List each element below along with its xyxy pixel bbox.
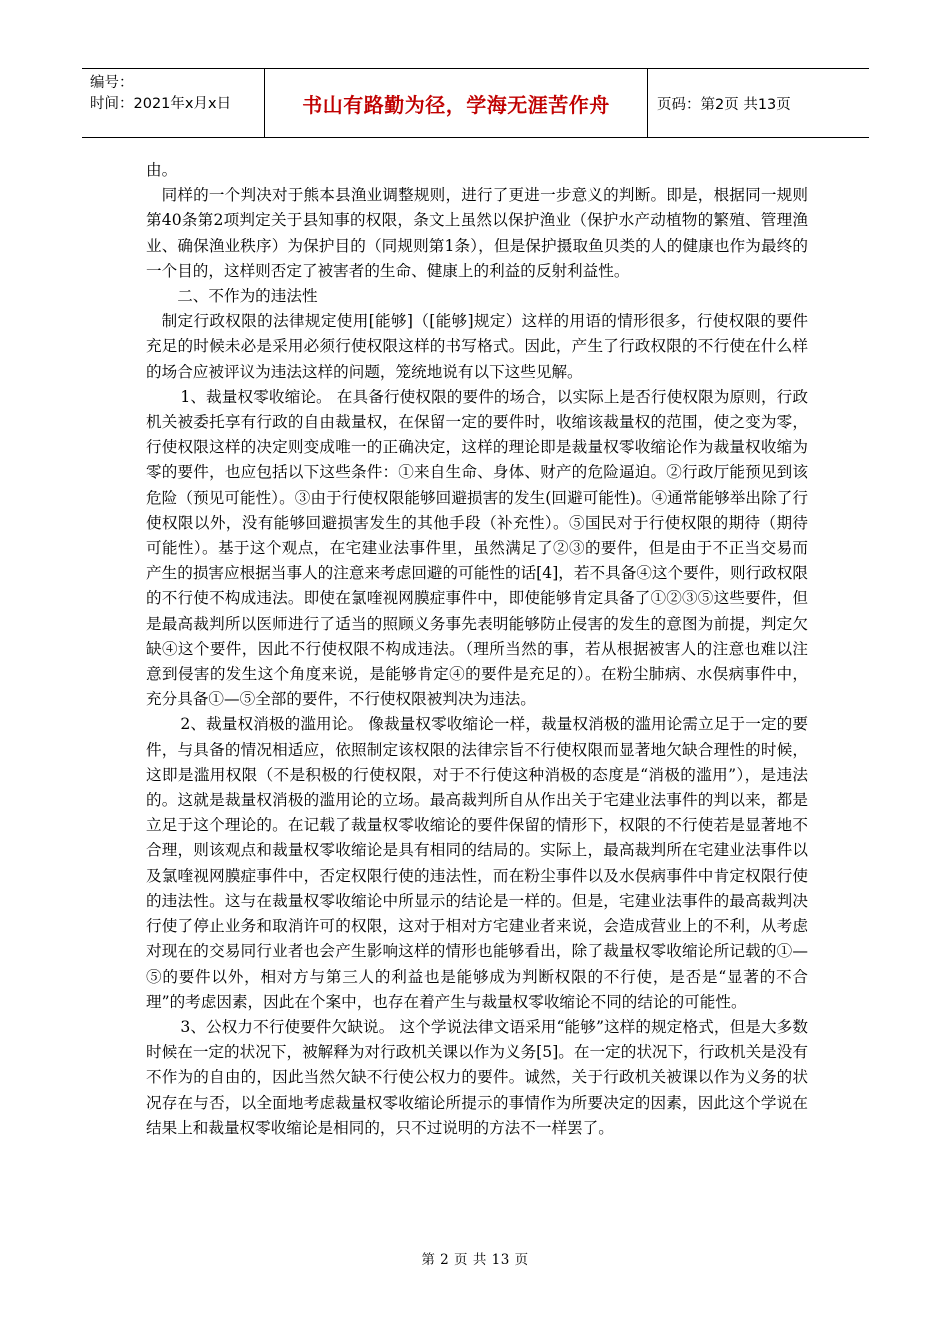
paragraph-kumamoto-fishery: 同样的一个判决对于熊本县渔业调整规则，进行了更进一步意义的判断。即是，根据同一规则第40条第2项判定关于县知事的权限，条文上虽然以保护渔业（保护水产动植物的繁殖、管理渔业、确保渔业秩序）为保护目的（同规则第1条），但是保护摄取鱼贝类的人的健康也作为最终的一个目的，这样则否定了被害者的生命、健康上的利益的反射利益性。 bbox=[146, 186, 808, 280]
header-motto: 书山有路勤为径，学海无涯苦作舟 bbox=[265, 69, 648, 137]
paragraph-continuation: 由。 bbox=[146, 161, 178, 179]
document-date-label: 时间：2021年x月x日 bbox=[90, 96, 232, 112]
header-meta-cell bbox=[82, 69, 265, 137]
document-body bbox=[146, 158, 808, 1141]
paragraph-intro-omission: 制定行政权限的法律规定使用[能够]（[能够]规定）这样的用语的情形很多，行使权限的要件充足的时候未必是采用必须行使权限这样的书写格式。因此，产生了行政权限的不行使在什么样的场合应被评议为违法这样的问题，笼统地说有以下这些见解。 bbox=[146, 312, 808, 381]
paragraph-requirement-lacking: 3、公权力不行使要件欠缺说。 这个学说法律文语采用“能够”这样的规定格式，但是大多数时候在一定的状况下，被解释为对行政机关课以作为义务[5]。在一定的状况下，行政机关是没有不作为的自由的，因此当然欠缺不行使公权力的要件。诚然，关于行政机关被课以作为义务的状况存在与否，以全面地考虑裁量权零收缩论所提示的事情作为所要决定的因素，因此这个学说在结果上和裁量权零收缩论是相同的，只不过说明的方法不一样罢了。 bbox=[146, 1017, 808, 1137]
page-footer: 第 2 页 共 13 页 bbox=[421, 1252, 529, 1268]
paragraph-discretion-zero: 1、裁量权零收缩论。 在具备行使权限的要件的场合，以实际上是否行使权限为原则，行政机关被委托享有行政的自由裁量权，在保留一定的要件时，收缩该裁量权的范围，使之变为零，行使权限这样的决定则变成唯一的正确决定，这样的理论即是裁量权零收缩论作为裁量权收缩为零的要件，也应包括以下这些条件：①来自生命、身体、财产的危险逼迫。②行政厅能预见到该危险（预见可能性）。③由于行使权限能够回避损害的发生(回避可能性)。④通常能够举出除了行使权限以外，没有能够回避损害发生的其他手段（补充性）。⑤国民对于行使权限的期待（期待可能性）。基于这个观点，在宅建业法事件里，虽然满足了②③的要件，但是由于不正当交易而产生的损害应根据当事人的注意来考虑回避的可能性的话[4]，若不具备④这个要件，则行政权限的不行使不构成违法。即使在氯喹视网膜症事件中，即使能够肯定具备了①②③⑤这些要件，但是最高裁判所以医师进行了适当的照顾义务事先表明能够防止侵害的发生的意图为前提，判定欠缺④这个要件，因此不行使权限不构成违法。（理所当然的事，若从根据被害人的注意也难以注意到侵害的发生这个角度来说，是能够肯定④的要件是充足的）。在粉尘肺病、水俣病事件中，充分具备①—⑤全部的要件，不行使权限被判决为违法。 bbox=[146, 387, 808, 709]
page-header bbox=[82, 68, 869, 138]
document-number-label: 编号： bbox=[90, 75, 134, 91]
section-heading-omission-illegality: 二、不作为的违法性 bbox=[177, 287, 318, 306]
paragraph-discretion-abuse: 2、裁量权消极的滥用论。 像裁量权零收缩论一样，裁量权消极的滥用论需立足于一定的要件，与具备的情况相适应，依照制定该权限的法律宗旨不行使权限而显著地欠缺合理性的时候，这即是滥用权限（不是积极的行使权限，对于不行使这种消极的态度是“消极的滥用”），是违法的。这就是裁量权消极的滥用论的立场。最高裁判所自从作出关于宅建业法事件的判以来，都是立足于这个理论的。在记载了裁量权零收缩论的要件保留的情形下，权限的不行使若是显著地不合理，则该观点和裁量权零收缩论是具有相同的结局的。实际上，最高裁判所在宅建业法事件以及氯喹视网膜症事件中，否定权限行使的违法性，而在粉尘事件以及水俣病事件中肯定权限行使的违法性。这与在裁量权零收缩论中所显示的结论是一样的。但是，宅建业法事件的最高裁判决行使了停止业务和取消许可的权限，这对于相对方宅建业者来说，会造成营业上的不利，从考虑对现在的交易同行业者也会产生影响这样的情形也能够看出，除了裁量权零收缩论所记载的①—⑤的要件以外，相对方与第三人的利益也是能够成为判断权限的不行使，是否是“显著的不合理”的考虑因素，因此在个案中，也存在着产生与裁量权零收缩论不同的结论的可能性。 bbox=[146, 715, 808, 1011]
header-page-info: 页码：第2页 共13页 bbox=[657, 96, 791, 113]
